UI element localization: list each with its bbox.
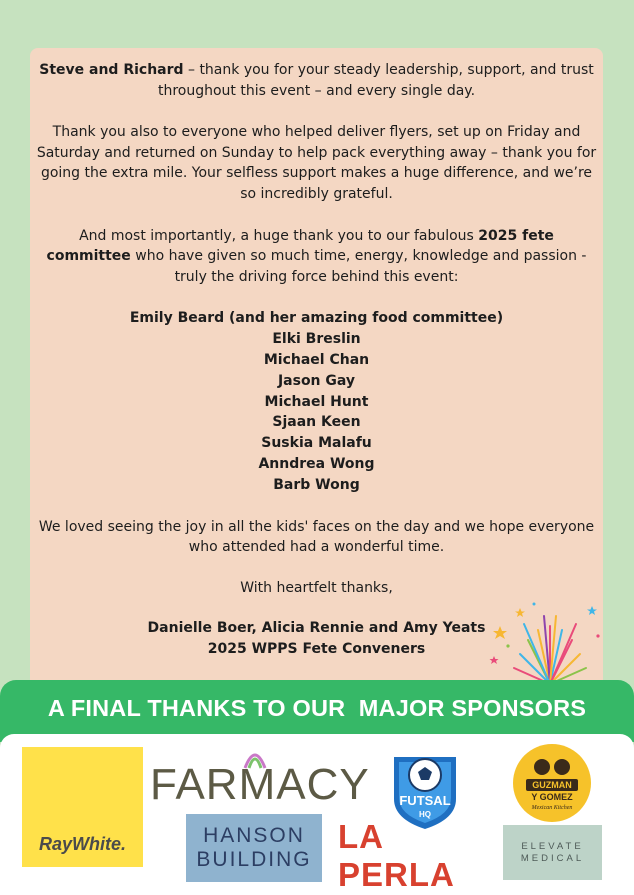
elevate-line1: ELEVATE: [521, 840, 584, 852]
committee-member: Michael Chan: [263, 351, 370, 368]
gyg-line2: Y GOMEZ: [531, 792, 573, 802]
la-perla-logo: [338, 818, 490, 893]
leaders-names: Steve and Richard: [39, 62, 184, 78]
futsal-hq: HQ: [419, 810, 431, 819]
paragraph-joy: We loved seeing the joy in all the kids' faces on the day and we hope everyone who attended had a wonderful time.: [38, 518, 595, 556]
signatory-role: 2025 WPPS Fete Conveners: [207, 640, 426, 657]
la-perla-wordmark: LA PERLA: [338, 818, 455, 893]
raywhite-wordmark: RayWhite.: [38, 834, 126, 854]
futsal-wordmark: FUTSAL: [399, 793, 451, 808]
sponsors-banner: A FINAL THANKS TO OUR MAJOR SPONSORS: [0, 680, 634, 742]
farmacy-logo: [150, 744, 370, 810]
gyg-line3: Mexican Kitchen: [531, 805, 573, 811]
guzman-y-gomez-logo: [512, 743, 592, 823]
committee-member: Jason Gay: [277, 372, 356, 389]
closing-line: With heartfelt thanks,: [240, 579, 393, 596]
farmacy-wordmark: FARMACY: [150, 760, 370, 809]
hanson-line1: HANSON: [203, 824, 305, 847]
committee-intro: And most importantly, a huge thank you to our fabulous: [79, 227, 479, 244]
committee-member: Anndrea Wong: [258, 455, 375, 472]
committee-name: 2025 fete committee: [46, 227, 554, 265]
paragraph-leadership: [30, 60, 603, 101]
hanson-building-logo: [186, 814, 322, 882]
committee-list: [30, 308, 603, 495]
committee-member: Suskia Malafu: [261, 435, 372, 452]
elevate-line2: MEDICAL: [520, 852, 585, 864]
hanson-line2: BUILDING: [196, 848, 312, 871]
fireworks-icon: [480, 596, 610, 688]
gyg-line1: GUZMAN: [532, 780, 572, 790]
paragraph-helpers: Thank you also to everyone who helped deliver flyers, set up on Friday and Saturday and returned on Sunday to help pack everything away – thank you for going the extra mile. Your selfless support makes a huge difference, and we’re so incredibly grateful.: [36, 124, 597, 202]
committee-member: Barb Wong: [273, 476, 360, 493]
thank-you-letter: [30, 60, 603, 659]
elevate-medical-logo: [503, 825, 602, 880]
committee-member: Sjaan Keen: [272, 414, 361, 431]
committee-member: Michael Hunt: [264, 393, 369, 410]
leadership-text: – thank you for your steady leadership, support, and trust throughout this event – and every single day.: [157, 62, 594, 99]
paragraph-committee: [30, 226, 603, 288]
raywhite-logo: [22, 747, 143, 867]
committee-member: Elki Breslin: [272, 331, 361, 348]
committee-member: Emily Beard (and her amazing food committee): [129, 310, 504, 327]
committee-text: who have given so much time, energy, knowledge and passion - truly the driving force behind this event:: [130, 248, 587, 285]
signatories: Danielle Boer, Alicia Rennie and Amy Yeats: [147, 620, 486, 637]
